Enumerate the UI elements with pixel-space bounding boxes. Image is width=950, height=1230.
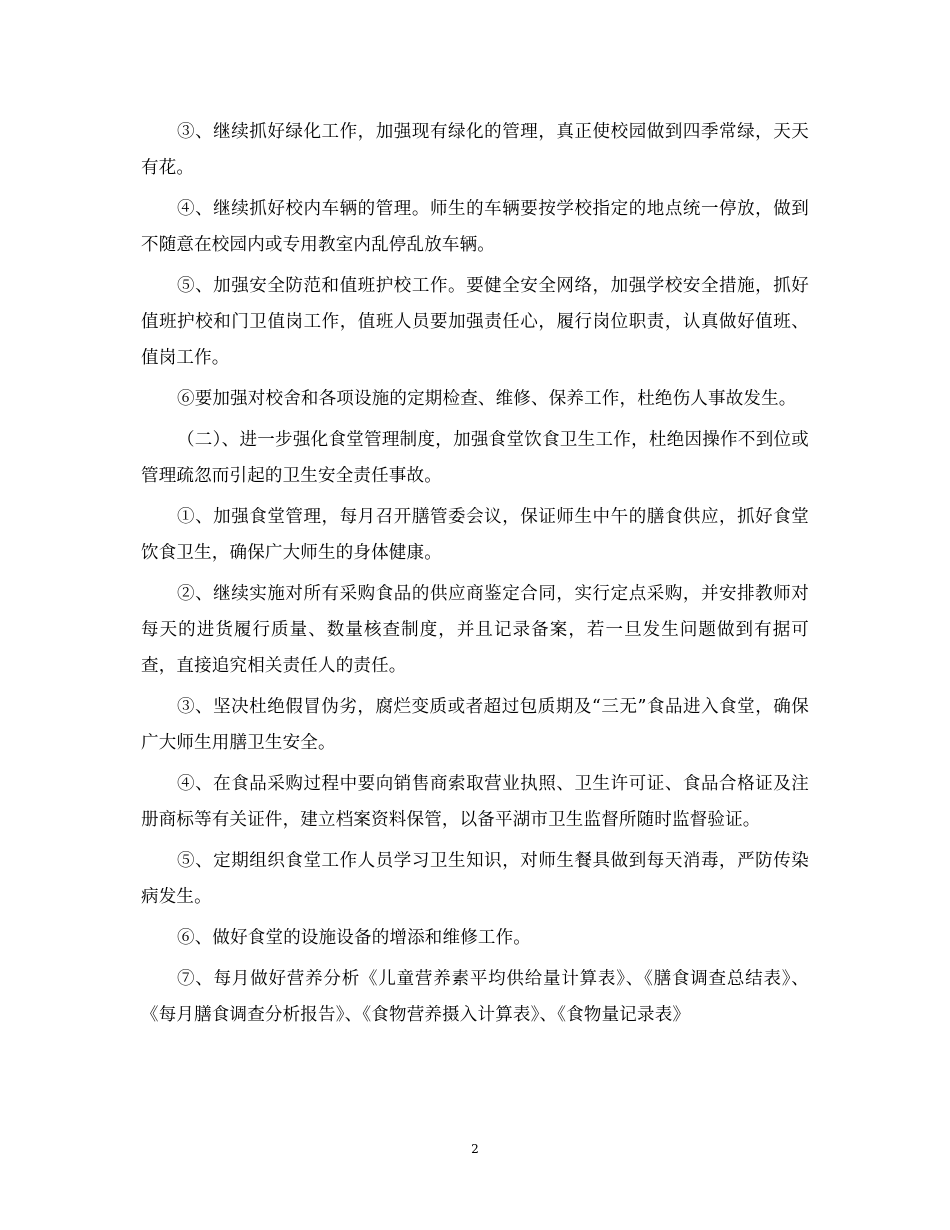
paragraph-equipment: ⑥、做好食堂的设施设备的增添和维修工作。 <box>177 928 531 948</box>
document-body <box>141 114 809 1038</box>
paragraph-suppliers: ②、继续实施对所有采购食品的供应商鉴定合同，实行定点采购，并安排教师对每天的进货履行质量、数量核查制度，并且记录备案，若一旦发生问题做到有据可查，直接追究相关责任人的责任。 <box>141 584 809 676</box>
paragraph-greening: ③、继续抓好绿化工作，加强现有绿化的管理，真正使校园做到四季常绿，天天有花。 <box>141 122 809 178</box>
paragraph-canteen-management: ①、加强食堂管理，每月召开膳管委会议，保证师生中午的膳食供应，抓好食堂饮食卫生，确保广大师生的身体健康。 <box>141 507 809 563</box>
paragraph-safety: ⑤、加强安全防范和值班护校工作。要健全安全网络，加强学校安全措施，抓好值班护校和门卫值岗工作，值班人员要加强责任心，履行岗位职责，认真做好值班、值岗工作。 <box>141 276 809 368</box>
paragraph-food-safety: ③、坚决杜绝假冒伪劣，腐烂变质或者超过包质期及“三无”食品进入食堂，确保广大师生用膳卫生安全。 <box>141 697 809 753</box>
paragraph-certificates: ④、在食品采购过程中要向销售商索取营业执照、卫生许可证、食品合格证及注册商标等有关证件，建立档案资料保管，以备平湖市卫生监督所随时监督验证。 <box>141 774 809 830</box>
paragraph-vehicles: ④、继续抓好校内车辆的管理。师生的车辆要按学校指定的地点统一停放，做到不随意在校园内或专用教室内乱停乱放车辆。 <box>141 199 809 255</box>
paragraph-nutrition-analysis: ⑦、每月做好营养分析《儿童营养素平均供给量计算表》、《膳食调查总结表》、《每月膳食调查分析报告》、《食物营养摄入计算表》、《食物量记录表》 <box>141 969 809 1025</box>
paragraph-hygiene-training: ⑤、定期组织食堂工作人员学习卫生知识，对师生餐具做到每天消毒，严防传染病发生。 <box>141 851 809 907</box>
paragraph-facilities: ⑥要加强对校舍和各项设施的定期检查、维修、保养工作，杜绝伤人事故发生。 <box>177 389 797 409</box>
paragraph-canteen-heading: （二）、进一步强化食堂管理制度，加强食堂饮食卫生工作，杜绝因操作不到位或管理疏忽而引起的卫生安全责任事故。 <box>141 430 809 486</box>
page-number: 2 <box>471 1142 479 1156</box>
